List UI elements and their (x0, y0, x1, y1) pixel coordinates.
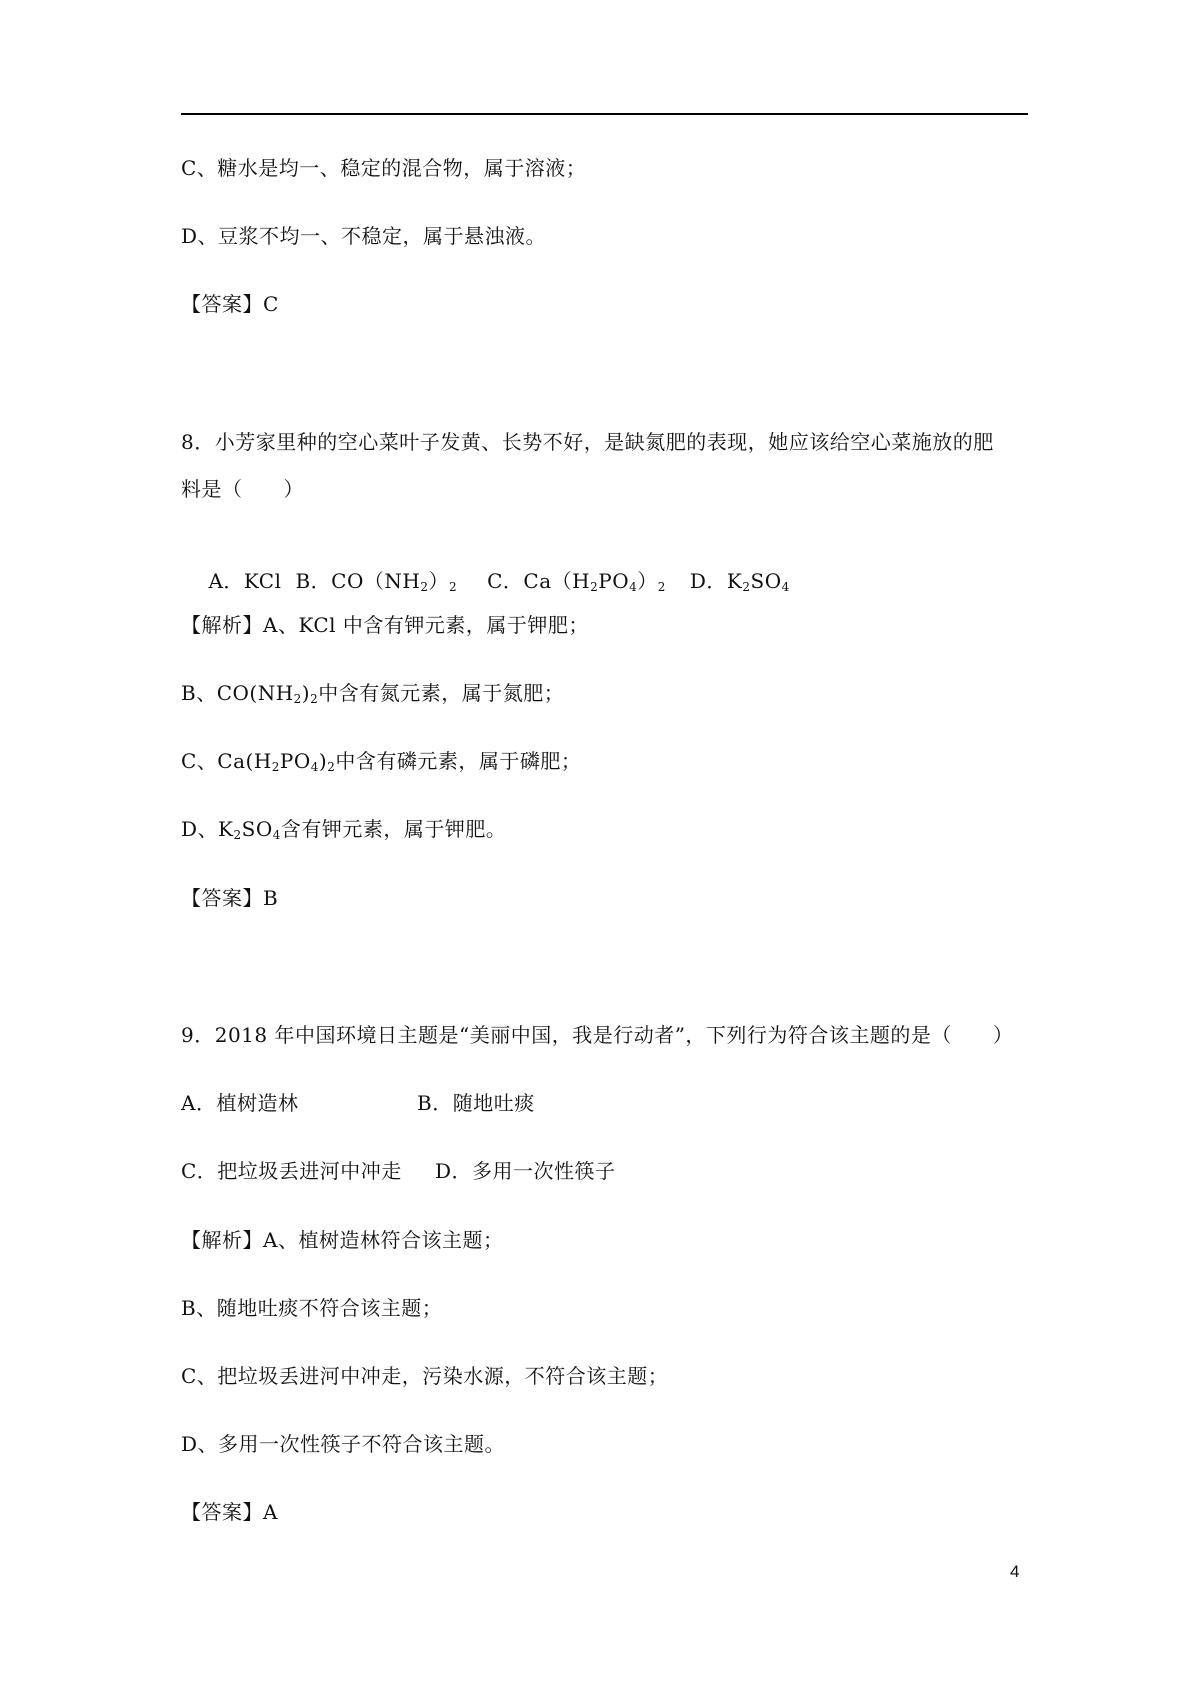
q8-option-d: D．$K_2SO_4$ (689, 569, 790, 594)
q7-option-d-explanation: D、豆浆不均一、不稳定，属于悬浊液。 (181, 224, 547, 248)
q9-options-ab (181, 1091, 535, 1115)
q9-option-b: B．随地吐痰 (417, 1091, 535, 1115)
q9-option-d: D．多用一次性筷子 (435, 1159, 616, 1183)
q9-options-cd (181, 1159, 616, 1183)
q9-answer: 【答案】A (181, 1500, 278, 1524)
page-number: 4 (1010, 1562, 1020, 1581)
q8-option-b: B．$CO(NH_2)_2$ (295, 569, 458, 594)
q8-stem-line1: 8．小芳家里种的空心菜叶子发黄、长势不好，是缺氮肥的表现，她应该给空心菜施放的肥 (181, 430, 994, 454)
q8-analysis-d: D、$K_2SO_4$含有钾元素，属于钾肥。 (181, 817, 507, 842)
q8-analysis-a: 【解析】A、KCl 中含有钾元素，属于钾肥； (181, 613, 589, 637)
q8-options (181, 545, 790, 617)
q9-analysis-b: B、随地吐痰不符合该主题； (181, 1296, 443, 1320)
q8-analysis-c: C、$Ca(H_2PO_4)_2$中含有磷元素，属于磷肥； (181, 749, 582, 774)
header-rule (181, 113, 1028, 115)
q8-answer: 【答案】B (181, 886, 279, 910)
q7-answer: 【答案】C (181, 292, 279, 316)
q9-analysis-c: C、把垃圾丢进河中冲走，污染水源，不符合该主题； (181, 1364, 669, 1388)
q8-option-c: C．$Ca(H_2PO_4)_2$ (487, 569, 666, 594)
q8-analysis-b: B、$CO(NH_2)_2$中含有氮元素，属于氮肥； (181, 681, 565, 706)
q8-option-a: A．KCl (208, 569, 282, 593)
q8-stem-line2: 料是（ ） (181, 477, 304, 501)
q9-option-c: C．把垃圾丢进河中冲走 (181, 1159, 402, 1183)
q9-analysis-a: 【解析】A、植树造林符合该主题； (181, 1228, 504, 1252)
q9-option-a: A．植树造林 (181, 1091, 299, 1115)
q7-option-c-explanation: C、糖水是均一、稳定的混合物，属于溶液； (181, 156, 587, 180)
q9-analysis-d: D、多用一次性筷子不符合该主题。 (181, 1432, 506, 1456)
q9-stem: 9．2018 年中国环境日主题是“美丽中国，我是行动者”，下列行为符合该主题的是（ ） (181, 1023, 1014, 1047)
